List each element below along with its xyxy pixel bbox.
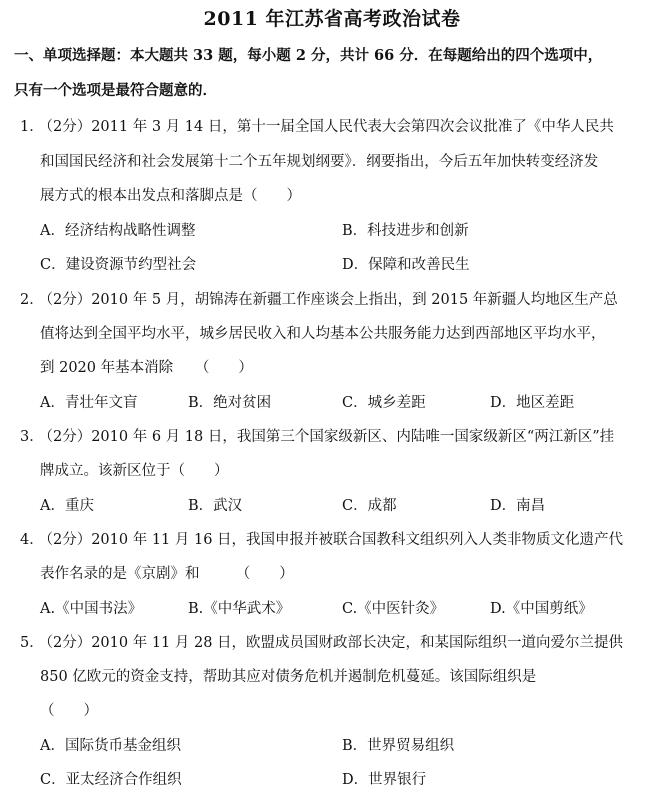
question-5-line-2: 850 亿欧元的资金支持，帮助其应对债务危机并遏制危机蔓延。该国际组织是 xyxy=(40,669,537,685)
question-1-option-d[interactable]: D．保障和改善民生 xyxy=(342,257,470,273)
question-2-option-d[interactable]: D．地区差距 xyxy=(490,395,575,411)
question-4-line-2: 表作名录的是《京剧》和 （ ） xyxy=(40,566,294,582)
question-4-option-d[interactable]: D.《中国剪纸》 xyxy=(490,601,593,617)
question-1-line-1: 1． （2分）2011 年 3 月 14 日，第十一届全国人民代表大会第四次会议批准了《中华人民共 xyxy=(20,119,614,135)
question-3-option-a[interactable]: A．重庆 xyxy=(40,498,94,514)
question-1-option-a[interactable]: A．经济结构战略性调整 xyxy=(40,223,196,239)
question-5-option-a[interactable]: A．国际货币基金组织 xyxy=(40,738,181,754)
question-1-option-c[interactable]: C．建设资源节约型社会 xyxy=(40,257,197,273)
question-4-option-a[interactable]: A.《中国书法》 xyxy=(40,601,143,617)
section-heading-line-1: 一、单项选择题：本大题共 33 题，每小题 2 分，共计 66 分．在每题给出的四个选项中， xyxy=(14,47,603,64)
question-5-option-b[interactable]: B．世界贸易组织 xyxy=(342,738,455,754)
question-3-option-c[interactable]: C．成都 xyxy=(342,498,397,514)
question-1-option-b[interactable]: B．科技进步和创新 xyxy=(342,223,469,239)
question-3-line-1: 3． （2分）2010 年 6 月 18 日，我国第三个国家级新区、内陆唯一国家级新区“两江新区”挂 xyxy=(20,429,615,445)
question-2-option-c[interactable]: C．城乡差距 xyxy=(342,395,426,411)
exam-title: 2011 年江苏省高考政治试卷 xyxy=(203,8,461,30)
question-5-line-3: （ ） xyxy=(40,703,98,719)
question-5-option-c[interactable]: C．亚太经济合作组织 xyxy=(40,772,182,788)
question-3-line-2: 牌成立。该新区位于（ ） xyxy=(40,463,229,479)
question-1-line-3: 展方式的根本出发点和落脚点是（ ） xyxy=(40,188,301,204)
question-5-option-d[interactable]: D．世界银行 xyxy=(342,772,427,788)
question-3-option-d[interactable]: D．南昌 xyxy=(490,498,546,514)
question-2-line-2: 值将达到全国平均水平，城乡居民收入和人均基本公共服务能力达到西部地区平均水平， xyxy=(40,326,606,342)
question-5-line-1: 5． （2分）2010 年 11 月 28 日，欧盟成员国财政部长决定，和某国际组织一道向爱尔兰提供 xyxy=(20,635,624,651)
question-2-option-b[interactable]: B．绝对贫困 xyxy=(188,395,272,411)
question-2-line-1: 2． （2分）2010 年 5 月，胡锦涛在新疆工作座谈会上指出，到 2015 年新疆人均地区生产总 xyxy=(20,292,618,308)
question-4-option-c[interactable]: C.《中医针灸》 xyxy=(342,601,445,617)
question-1-line-2: 和国国民经济和社会发展第十二个五年规划纲要》．纲要指出，今后五年加快转变经济发 xyxy=(40,154,599,170)
question-4-line-1: 4． （2分）2010 年 11 月 16 日，我国申报并被联合国教科文组织列入人类非物质文化遗产代 xyxy=(20,532,624,548)
section-heading-line-2: 只有一个选项是最符合题意的． xyxy=(14,82,217,99)
question-3-option-b[interactable]: B．武汉 xyxy=(188,498,243,514)
question-4-option-b[interactable]: B.《中华武术》 xyxy=(188,601,291,617)
question-2-option-a[interactable]: A．青壮年文盲 xyxy=(40,395,138,411)
question-2-line-3: 到 2020 年基本消除 （ ） xyxy=(40,360,253,376)
